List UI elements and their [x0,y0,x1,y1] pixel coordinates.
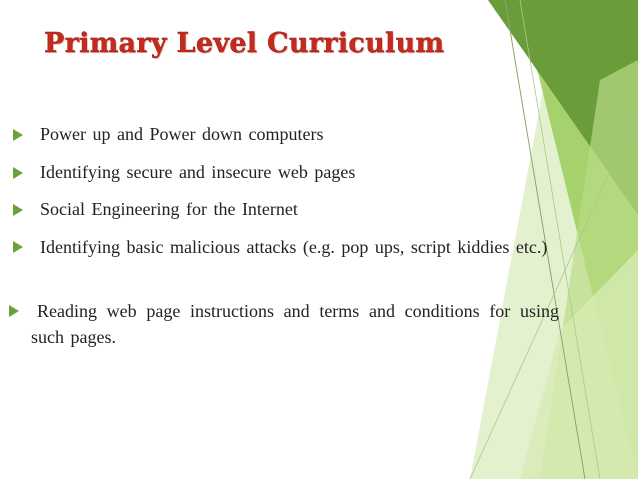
arrow-bullet-icon [13,129,23,141]
arrow-bullet-icon [13,204,23,216]
bullet-text: Identifying basic malicious attacks (e.g. pop ups, script kiddies etc.) [40,237,548,257]
slide-title: Primary Level Curriculum [44,28,445,59]
bullet-text: Reading web page instructions and terms and conditions for using such pages. [31,301,559,347]
arrow-bullet-icon [9,305,19,317]
bullet-text: Identifying secure and insecure web pages [40,162,356,182]
arrow-bullet-icon [13,167,23,179]
bullet-text: Social Engineering for the Internet [40,199,298,219]
arrow-bullet-icon [13,241,23,253]
bullet-text: Power up and Power down computers [40,124,324,144]
